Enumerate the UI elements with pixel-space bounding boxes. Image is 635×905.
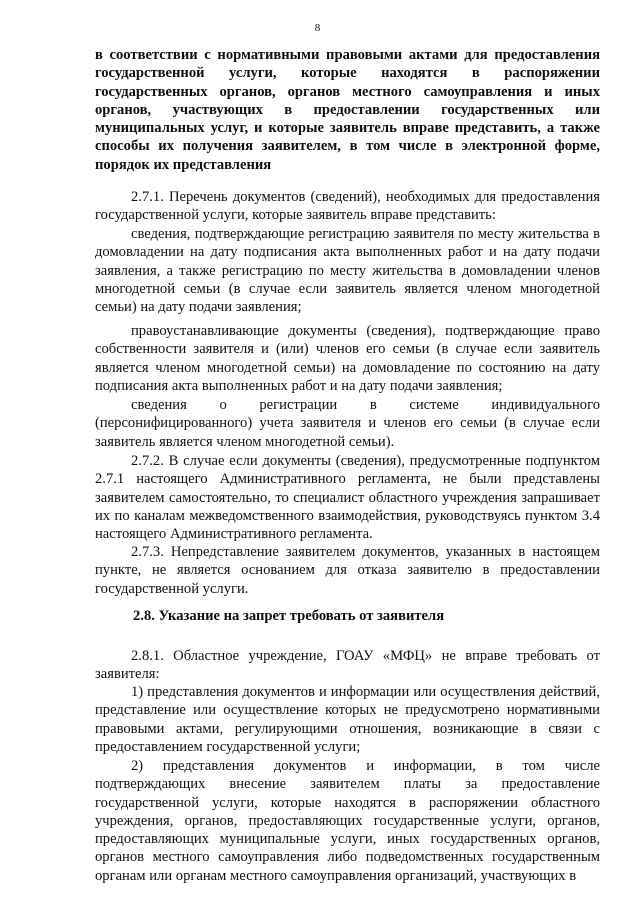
paragraph-2-7-1: 2.7.1. Перечень документов (сведений), необходимых для предоставления государственной услуги, которые заявитель вправе представить:	[95, 189, 600, 224]
paragraph-2-8-1-item-1: 1) представления документов и информации или осуществления действий, представление или осуществление которых не предусмотрено нормативными правовыми актами, регулирующими отношения, возникающие в связи с предоставлением государственной услуги;	[95, 684, 600, 755]
intro-heading: в соответствии с нормативными правовыми актами для предоставления государственной услуги, которые находятся в распоряжении государственных органов, органов местного самоуправления и иных органов, участвующих в предоставлении государственных или муниципальных услуг, и которые заявитель вправе представить, а также способы их получения заявителем, в том числе в электронной форме, порядок их представления	[95, 47, 600, 173]
paragraph-2-7-1-registration: сведения, подтверждающие регистрацию заявителя по месту жительства в домовладении на дату подписания акта выполненных работ и на дату подачи заявления, а также регистрацию по месту жительства в домовладении членов многодетной семьи (в случае если заявитель является членом многодетной семьи) на дату подачи заявления;	[95, 226, 600, 316]
paragraph-2-7-2: 2.7.2. В случае если документы (сведения), предусмотренные подпунктом 2.7.1 настоящего Административного регламента, не были представлены заявителем самостоятельно, то специалист областного учреждения запрашивает их по каналам межведомственного взаимодействия, руководствуясь пунктом 3.4 настоящего Административного регламента.	[95, 453, 600, 543]
paragraph-2-7-1-ownership: правоустанавливающие документы (сведения), подтверждающие право собственности заявителя и (или) членов его семьи (в случае если заявитель является членом многодетной семьи) на домовладение по состоянию на дату подписания акта выполненных работ и на дату подачи заявления;	[95, 323, 600, 394]
paragraph-2-7-3: 2.7.3. Непредставление заявителем документов, указанных в настоящем пункте, не является основанием для отказа заявителю в предоставлении государственной услуги.	[95, 544, 600, 597]
section-heading-2-8: 2.8. Указание на запрет требовать от заявителя	[133, 608, 445, 624]
page-number: 8	[314, 22, 321, 34]
paragraph-2-7-1-personal-account: сведения о регистрации в системе индивидуального (персонифицированного) учета заявителя и членов его семьи (в случае если заявитель является членом многодетной семьи).	[95, 397, 600, 450]
paragraph-2-8-1-item-2: 2) представления документов и информации, в том числе подтверждающих внесение заявителем платы за предоставление государственной услуги, которые находятся в распоряжении областного учреждения, органов, предоставляющих государственные услуги, органов, предоставляющих муниципальные услуги, иных государственных органов, органов местного самоуправления либо подведомственных государственным органам или органам местного самоуправления организаций, участвующих в	[95, 758, 600, 884]
paragraph-2-8-1: 2.8.1. Областное учреждение, ГОАУ «МФЦ» не вправе требовать от заявителя:	[95, 648, 600, 683]
